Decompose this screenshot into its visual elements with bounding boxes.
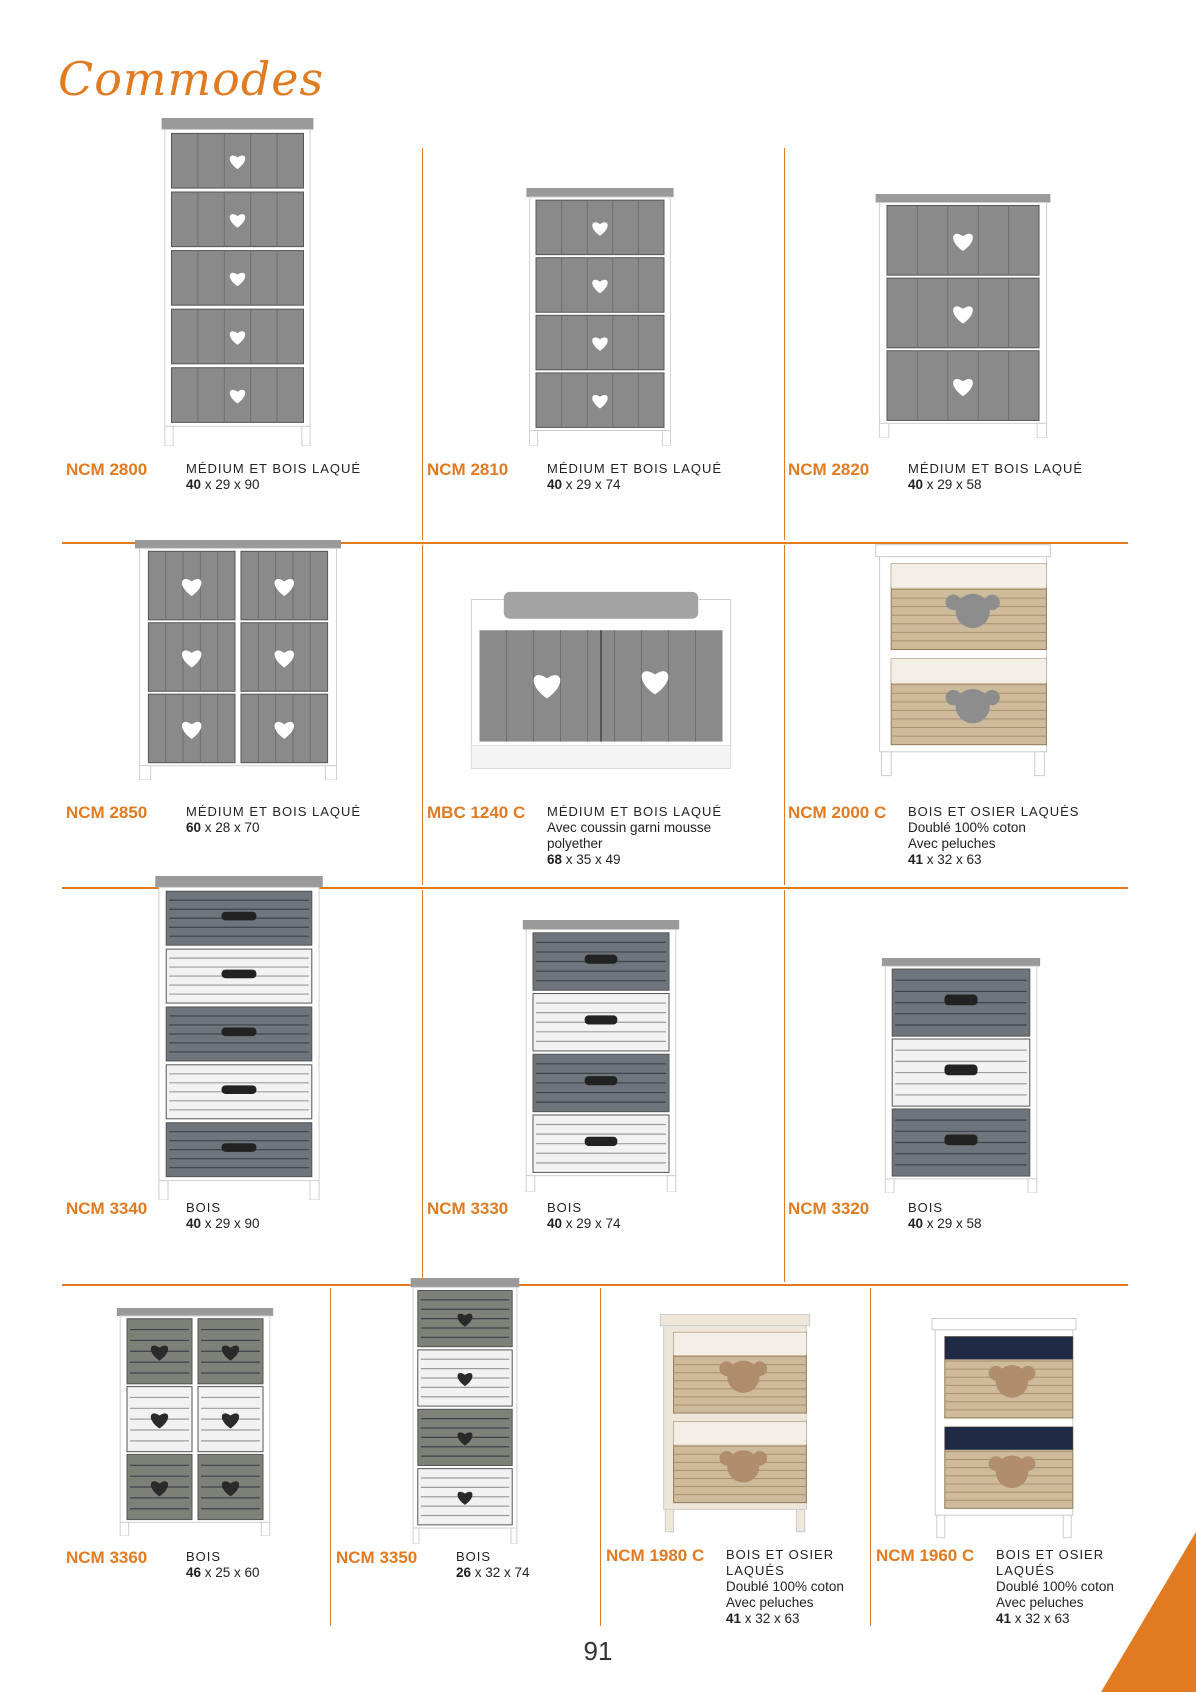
corner-accent: [1101, 1532, 1196, 1692]
product-material: LAQUÉS: [726, 1563, 785, 1578]
product-description: [456, 1549, 591, 1581]
product-description: [547, 1200, 772, 1232]
product-code: NCM 3330: [427, 1199, 509, 1218]
product-photo-mbc-1240-c: [466, 588, 736, 780]
product-description: [186, 461, 406, 493]
product-photo-ncm-3350: [406, 1278, 524, 1544]
slat-cabinet-illustration: [148, 876, 330, 1200]
slat-cabinet-illustration: [875, 958, 1047, 1193]
product-photo-ncm-3340: [148, 876, 330, 1200]
product-code: NCM 1960 C: [876, 1546, 975, 1565]
product-material: MÉDIUM ET BOIS LAQUÉ: [186, 461, 362, 476]
product-photo-ncm-2820: [868, 194, 1058, 438]
product-material: BOIS ET OSIER: [996, 1547, 1105, 1562]
column-divider: [422, 545, 423, 885]
drawer-cabinet-illustration: [155, 118, 320, 446]
column-divider: [330, 1288, 331, 1626]
product-description: [186, 804, 406, 836]
product-note: Avec peluches: [908, 836, 996, 851]
heart-slat-cabinet-illustration: [110, 1308, 280, 1536]
product-photo-ncm-2000-c: [866, 540, 1060, 778]
product-code: NCM 3350: [336, 1548, 418, 1567]
column-divider: [870, 1288, 871, 1626]
product-material: BOIS ET OSIER LAQUÉS: [908, 804, 1080, 819]
column-divider: [784, 890, 785, 1282]
product-note: Doublé 100% coton: [726, 1579, 844, 1594]
product-dimensions: 40 x 29 x 74: [547, 477, 621, 492]
product-photo-ncm-1960-c: [924, 1314, 1084, 1540]
product-dimensions: 60 x 28 x 70: [186, 820, 260, 835]
product-note: polyether: [547, 836, 603, 851]
product-material: BOIS: [456, 1549, 492, 1564]
product-note: Avec peluches: [726, 1595, 814, 1610]
product-dimensions: 68 x 35 x 49: [547, 852, 621, 867]
product-dimensions: 40 x 29 x 58: [908, 477, 982, 492]
product-material: MÉDIUM ET BOIS LAQUÉ: [908, 461, 1084, 476]
product-description: [908, 1200, 1133, 1232]
wicker-cabinet-illustration: [652, 1310, 818, 1534]
row-divider: [62, 1284, 1128, 1286]
drawer-cabinet-illustration: [126, 540, 350, 780]
product-material: BOIS: [186, 1549, 222, 1564]
product-code: MBC 1240 C: [427, 803, 526, 822]
product-material: BOIS: [908, 1200, 944, 1215]
product-photo-ncm-3360: [110, 1308, 280, 1536]
wicker-cabinet-illustration: [924, 1314, 1084, 1540]
product-dimensions: 40 x 29 x 58: [908, 1216, 982, 1231]
product-dimensions: 41 x 32 x 63: [726, 1611, 800, 1626]
product-code: NCM 3340: [66, 1199, 148, 1218]
product-photo-ncm-3330: [516, 920, 686, 1192]
product-photo-ncm-3320: [875, 958, 1047, 1193]
product-note: Doublé 100% coton: [996, 1579, 1114, 1594]
product-material: BOIS ET OSIER: [726, 1547, 835, 1562]
product-dimensions: 40 x 29 x 90: [186, 477, 260, 492]
column-divider: [422, 890, 423, 1282]
column-divider: [784, 148, 785, 540]
page-title: Commodes: [58, 52, 325, 106]
product-code: NCM 3320: [788, 1199, 870, 1218]
column-divider: [784, 545, 785, 885]
product-material: MÉDIUM ET BOIS LAQUÉ: [186, 804, 362, 819]
product-description: [547, 461, 772, 493]
page-number: 91: [583, 1636, 613, 1666]
product-material: BOIS: [186, 1200, 222, 1215]
product-description: [186, 1200, 406, 1232]
product-code: NCM 2820: [788, 460, 870, 479]
column-divider: [422, 148, 423, 540]
product-code: NCM 2800: [66, 460, 148, 479]
wicker-cabinet-illustration: [866, 540, 1060, 778]
product-note: Doublé 100% coton: [908, 820, 1026, 835]
slat-cabinet-illustration: [516, 920, 686, 1192]
product-material: BOIS: [547, 1200, 583, 1215]
product-material: LAQUÉS: [996, 1563, 1055, 1578]
product-material: MÉDIUM ET BOIS LAQUÉ: [547, 461, 723, 476]
product-code: NCM 2000 C: [788, 803, 887, 822]
product-description: [547, 804, 772, 868]
product-photo-ncm-2800: [155, 118, 320, 446]
drawer-cabinet-illustration: [868, 194, 1058, 438]
product-photo-ncm-1980-c: [652, 1310, 818, 1534]
product-code: NCM 1980 C: [606, 1546, 705, 1565]
product-dimensions: 41 x 32 x 63: [996, 1611, 1070, 1626]
product-material: MÉDIUM ET BOIS LAQUÉ: [547, 804, 723, 819]
heart-slat-cabinet-illustration: [406, 1278, 524, 1544]
column-divider: [600, 1288, 601, 1626]
product-description: [908, 461, 1133, 493]
product-dimensions: 40 x 29 x 90: [186, 1216, 260, 1231]
product-code: NCM 2850: [66, 803, 148, 822]
product-dimensions: 26 x 32 x 74: [456, 1565, 530, 1580]
product-dimensions: 40 x 29 x 74: [547, 1216, 621, 1231]
product-photo-ncm-2810: [520, 188, 680, 446]
product-dimensions: 41 x 32 x 63: [908, 852, 982, 867]
product-dimensions: 46 x 25 x 60: [186, 1565, 260, 1580]
product-note: Avec coussin garni mousse: [547, 820, 712, 835]
product-description: [726, 1547, 866, 1627]
product-description: [908, 804, 1133, 868]
product-description: [186, 1549, 321, 1581]
product-code: NCM 2810: [427, 460, 509, 479]
product-note: Avec peluches: [996, 1595, 1084, 1610]
product-code: NCM 3360: [66, 1548, 148, 1567]
bench-illustration: [466, 588, 736, 780]
product-photo-ncm-2850: [126, 540, 350, 780]
drawer-cabinet-illustration: [520, 188, 680, 446]
